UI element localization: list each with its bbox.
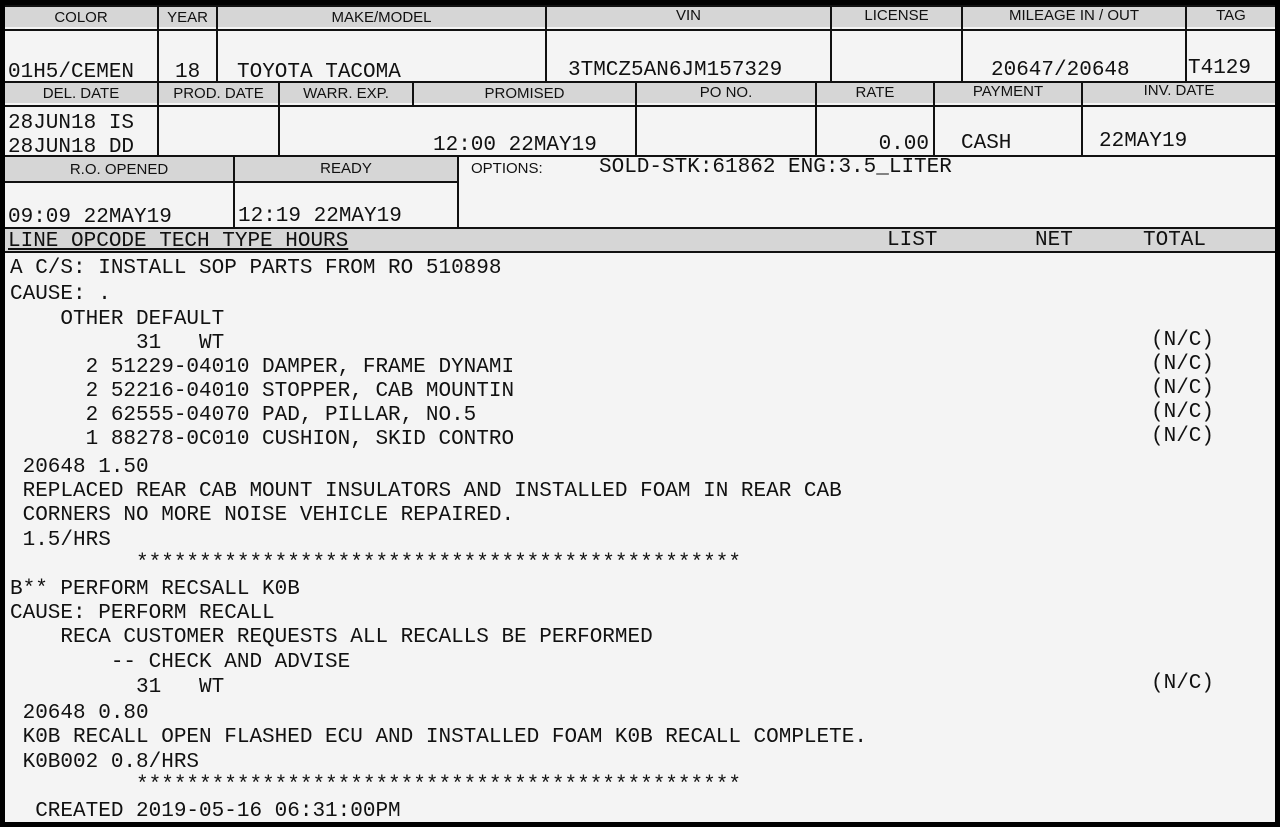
charge-nc: (N/C) (1151, 401, 1215, 424)
make-model-value: TOYOTA TACOMA (237, 61, 401, 84)
line-item-a-tech: 31 WT (10, 332, 225, 355)
ro-opened-label: R.O. OPENED (69, 161, 169, 178)
tag-value: T4129 (1188, 57, 1252, 80)
rate-value: 0.00 (878, 133, 929, 156)
del-date-label: DEL. DATE (42, 85, 120, 102)
inv-date-label: INV. DATE (1143, 82, 1215, 99)
tag-label: TAG (1216, 7, 1246, 24)
options-label: OPTIONS: (471, 160, 543, 177)
del-date-value-1: 28JUN18 IS (8, 112, 135, 135)
line-item-a-cause: CAUSE: . (10, 283, 111, 306)
line-item-a-title: A C/S: INSTALL SOP PARTS FROM RO 510898 (10, 257, 502, 280)
ro-opened-value: 09:09 22MAY19 (8, 206, 172, 229)
line-item-a-hours: 20648 1.50 (10, 456, 149, 479)
line-item-b-advise: -- CHECK AND ADVISE (10, 651, 351, 674)
line-item-b-tech: 31 WT (10, 676, 225, 699)
options-value: SOLD-STK:61862 ENG:3.5_LITER (599, 156, 952, 179)
list-column-header: LIST (887, 229, 938, 252)
line-columns-header: LINE OPCODE TECH TYPE HOURS (8, 230, 349, 253)
charge-nc: (N/C) (1151, 353, 1215, 376)
net-column-header: NET (1035, 229, 1073, 252)
ready-label: READY (320, 160, 372, 177)
part-line: 2 52216-04010 STOPPER, CAB MOUNTIN (10, 380, 515, 403)
repair-order-document (5, 5, 1275, 822)
prod-date-label: PROD. DATE (173, 85, 264, 102)
line-item-a-story-2: CORNERS NO MORE NOISE VEHICLE REPAIRED. (10, 504, 515, 527)
line-item-b-hours: 20648 0.80 (10, 702, 149, 725)
mileage-value: 20647/20648 (991, 59, 1130, 82)
po-no-label: PO NO. (699, 84, 753, 101)
charge-nc: (N/C) (1151, 377, 1215, 400)
part-line: 2 51229-04010 DAMPER, FRAME DYNAMI (10, 356, 515, 379)
part-line: 1 88278-0C010 CUSHION, SKID CONTRO (10, 428, 515, 451)
charge-nc: (N/C) (1151, 425, 1215, 448)
total-column-header: TOTAL (1143, 229, 1207, 252)
make-model-label: MAKE/MODEL (331, 9, 432, 26)
charge-nc: (N/C) (1151, 329, 1215, 352)
year-label: YEAR (167, 9, 208, 26)
vin-value: 3TMCZ5AN6JM157329 (568, 59, 783, 82)
line-item-b-title: B** PERFORM RECSALL K0B (10, 578, 300, 601)
line-item-b-request: RECA CUSTOMER REQUESTS ALL RECALLS BE PERFORMED (10, 626, 653, 649)
warr-exp-label: WARR. EXP. (303, 85, 389, 102)
charge-nc: (N/C) (1151, 672, 1215, 695)
color-label: COLOR (54, 9, 108, 26)
line-item-a-story-1: REPLACED REAR CAB MOUNT INSULATORS AND INSTALLED FOAM IN REAR CAB (10, 480, 842, 503)
line-item-a-rate: 1.5/HRS (10, 529, 111, 552)
mileage-label: MILEAGE IN / OUT (1008, 7, 1140, 24)
line-item-b-cause: CAUSE: PERFORM RECALL (10, 602, 275, 625)
payment-value: CASH (961, 132, 1012, 155)
line-item-b-rate: K0B002 0.8/HRS (10, 751, 200, 774)
promised-label: PROMISED (484, 85, 565, 102)
line-item-b-story: K0B RECALL OPEN FLASHED ECU AND INSTALLED FOAM K0B RECALL COMPLETE. (10, 726, 867, 749)
created-timestamp: CREATED 2019-05-16 06:31:00PM (10, 800, 401, 822)
year-value: 18 (175, 61, 201, 84)
separator-stars: ************************************************ (10, 774, 741, 797)
promised-value: 12:00 22MAY19 (433, 134, 597, 157)
part-line: 2 62555-04070 PAD, PILLAR, NO.5 (10, 404, 477, 427)
del-date-value-2: 28JUN18 DD (8, 136, 135, 159)
inv-date-value: 22MAY19 (1099, 130, 1188, 153)
vin-label: VIN (675, 7, 701, 24)
license-label: LICENSE (864, 7, 929, 24)
rate-label: RATE (855, 84, 895, 101)
separator-stars: ************************************************ (10, 552, 741, 575)
ready-value: 12:19 22MAY19 (238, 205, 402, 228)
color-value: 01H5/CEMEN (8, 61, 135, 84)
payment-label: PAYMENT (972, 83, 1044, 100)
line-item-a-default: OTHER DEFAULT (10, 308, 225, 331)
